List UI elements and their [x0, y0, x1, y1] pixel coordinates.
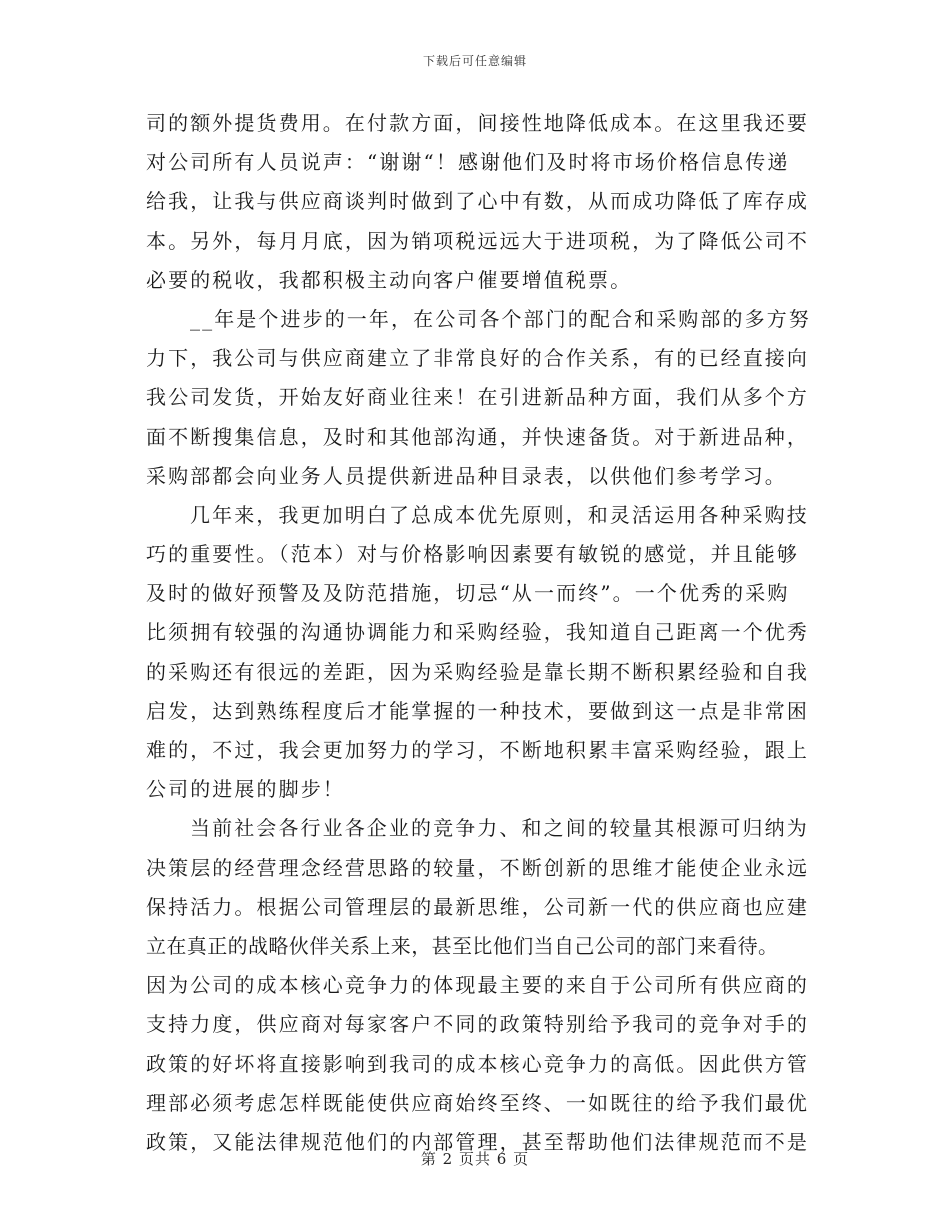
text-line: 我公司发货，开始友好商业往来！在引进新品种方面，我们从多个方: [146, 385, 809, 410]
text-line: 的采购还有很远的差距，因为采购经验是靠长期不断积累经验和自我: [146, 659, 809, 684]
text-line: 支持力度，供应商对每家客户不同的政策特别给予我司的竞争对手的: [146, 1012, 809, 1037]
text-line: 难的，不过，我会更加努力的学习，不断地积累丰富采购经验，跟上: [146, 738, 809, 762]
text-line: 给我，让我与供应商谈判时做到了心中有数，从而成功降低了库存成: [146, 189, 809, 214]
text-line: 政策的好坏将直接影响到我司的成本核心竞争力的高低。因此供方管: [146, 1051, 809, 1076]
text-line: 对公司所有人员说声：“谢谢“！感谢他们及时将市场价格信息传递: [146, 150, 790, 175]
text-line: 力下，我公司与供应商建立了非常良好的合作关系，有的已经直接向: [146, 346, 809, 371]
text-line: 政策，又能法律规范他们的内部管理，甚至帮助他们法律规范而不是: [146, 1129, 809, 1154]
paragraph-start-line: 几年来，我更加明白了总成本优先原则，和灵活运用各种采购技: [190, 502, 809, 527]
paragraph-start-line: 当前社会各行业各企业的竞争力、和之间的较量其根源可归纳为: [190, 816, 809, 841]
text-line: 面不断搜集信息，及时和其他部沟通，并快速备货。对于新进品种，: [146, 424, 809, 449]
text-line: 司的额外提货费用。在付款方面，间接性地降低成本。在这里我还要: [146, 111, 809, 135]
text-line: 采购部都会向业务人员提供新进品种目录表，以供他们参考学习。: [146, 463, 787, 488]
text-line: 决策层的经营理念经营思路的较量，不断创新的思维才能使企业永远: [146, 855, 809, 880]
text-line: 理部必须考虑怎样既能使供应商始终至终、一如既往的给予我们最优: [146, 1090, 809, 1115]
document-body: [146, 104, 811, 1162]
page-number-footer: 第 2 页共 6 页: [420, 1150, 530, 1168]
text-line: 巧的重要性。（范本）对与价格影响因素要有敏锐的感觉，并且能够: [146, 542, 799, 567]
text-line: 立在真正的战略伙伴关系上来，甚至比他们当自己公司的部门来看待。: [146, 933, 779, 958]
text-line: 本。另外，每月月底，因为销项税远远大于进项税，为了降低公司不: [146, 228, 809, 253]
text-line: 公司的进展的脚步！: [146, 777, 345, 802]
paragraph-start-line: __年是个进步的一年，在公司各个部门的配合和采购部的多方努: [190, 306, 811, 331]
text-line: 启发，达到熟练程度后才能掌握的一种技术，要做到这一点是非常困: [146, 698, 809, 723]
text-line: 保持活力。根据公司管理层的最新思维，公司新一代的供应商也应建: [146, 894, 809, 919]
text-line: 比须拥有较强的沟通协调能力和采购经验，我知道自己距离一个优秀: [146, 620, 809, 645]
text-line: 必要的税收，我都积极主动向客户催要增值税票。: [146, 267, 633, 292]
text-line: 及时的做好预警及及防范措施，切忌“从一而终”。一个优秀的采购: [146, 581, 790, 606]
text-line: 因为公司的成本核心竞争力的体现最主要的来自于公司所有供应商的: [146, 973, 809, 998]
page-header: 下载后可任意编辑: [422, 54, 527, 68]
